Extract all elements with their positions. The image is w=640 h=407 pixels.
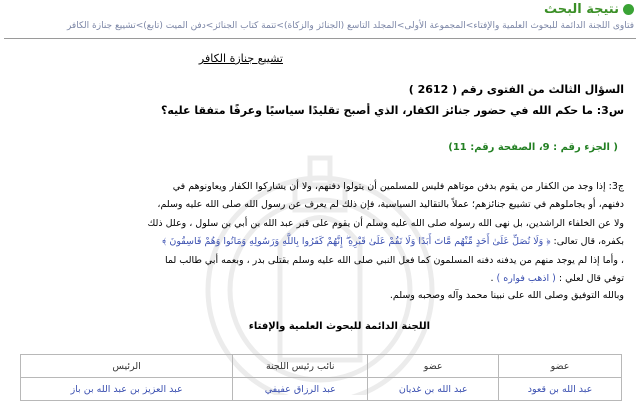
quran-verse: ﴿ وَلَا تُصَلِّ عَلَىٰ أَحَدٍ مِّنْهُم مَّاتَ أَبَدًا وَلَا تَقُمْ عَلَىٰ قَبْرِهِ ۖ إِنَّهُمْ كَفَرُوا بِاللَّهِ وَرَسُولِهِ وَمَاتُوا وَهُمْ فَاسِقُونَ ﴾ [162, 236, 551, 247]
committee-name: اللجنة الدائمة للبحوث العلمية والإفتاء [248, 321, 430, 332]
volume-page-info: ( الجزء رقم : 9، الصفحة رقم: 11) [448, 142, 618, 153]
answer-line-6 [490, 273, 624, 284]
answer-line-4 [162, 236, 624, 247]
breadcrumb[interactable]: فتاوى اللجنة الدائمة للبحوث العلمية والإفتاء>المجموعة الأولى>المجلد التاسع (الجنائز والزكاة)>تتمة كتاب الجنائز>دفن الميت (تابع)>تشييع جنازة الكافر [66, 21, 634, 31]
answer-line-6-prefix: توفي قال لعلي : [555, 273, 624, 284]
question-text: س3: ما حكم الله في حضور جنائز الكفار، الذي أصبح تقليدًا سياسيًا وعرفًا متفقا عليه؟ [160, 104, 624, 117]
scholar-link[interactable]: عبد الله بن غديان [368, 378, 499, 401]
role-cell: نائب رئيس اللجنة [233, 355, 368, 378]
role-cell: الرئيس [21, 355, 233, 378]
question-number: السؤال الثالث من الفتوى رقم ( 2612 ) [408, 83, 624, 96]
topic-title: تشييع جنازة الكافر [198, 52, 283, 65]
hadith-link[interactable]: ( اذهب فواره ) [496, 273, 556, 284]
answer-line-4-prefix: بكفره، قال تعالى: [550, 236, 624, 247]
result-title: نتيجة البحث [543, 2, 619, 17]
answer-line-2: دفنهم، أو يجاملوهم في تشييع جنائزهم؛ عملاً بالتقاليد السياسية، فإن ذلك لم يعرف عن رسول الله صلى الله عليه وسلم، [157, 199, 624, 210]
scholar-link[interactable]: عبد العزيز بن عبد الله بن باز [21, 378, 233, 401]
answer-line-1: ج3: إذا وجد من الكفار من يقوم بدفن موتاهم فليس للمسلمين أن يتولوا دفنهم، ولا أن يشاركوا الكفار ويعاونوهم في [172, 181, 624, 192]
scholar-link[interactable]: عبد الرزاق عفيفي [233, 378, 368, 401]
signatures-table [20, 354, 622, 401]
answer-line-5: ، وأما إذا لم يوجد منهم من يدفنه دفنه المسلمون كما فعل النبي صلى الله عليه وسلم بقتلى بدر ، وبعمه أبي طالب لما [164, 255, 624, 266]
role-cell: عضو [368, 355, 499, 378]
scholar-link[interactable]: عبد الله بن قعود [499, 378, 622, 401]
answer-line-3: ولا عن الخلفاء الراشدين، بل نهى الله رسوله صلى الله عليه وسلم أن يقوم على قبر عبد الله بن أبي بن سلول ، وعلل ذلك [147, 218, 624, 229]
signature-roles-row [21, 355, 622, 378]
signature-names-row [21, 378, 622, 401]
role-cell: عضو [499, 355, 622, 378]
closing-line: وبالله التوفيق وصلى الله على نبينا محمد وآله وصحبه وسلم. [389, 290, 624, 301]
answer-line-6-suffix: . [490, 273, 497, 284]
